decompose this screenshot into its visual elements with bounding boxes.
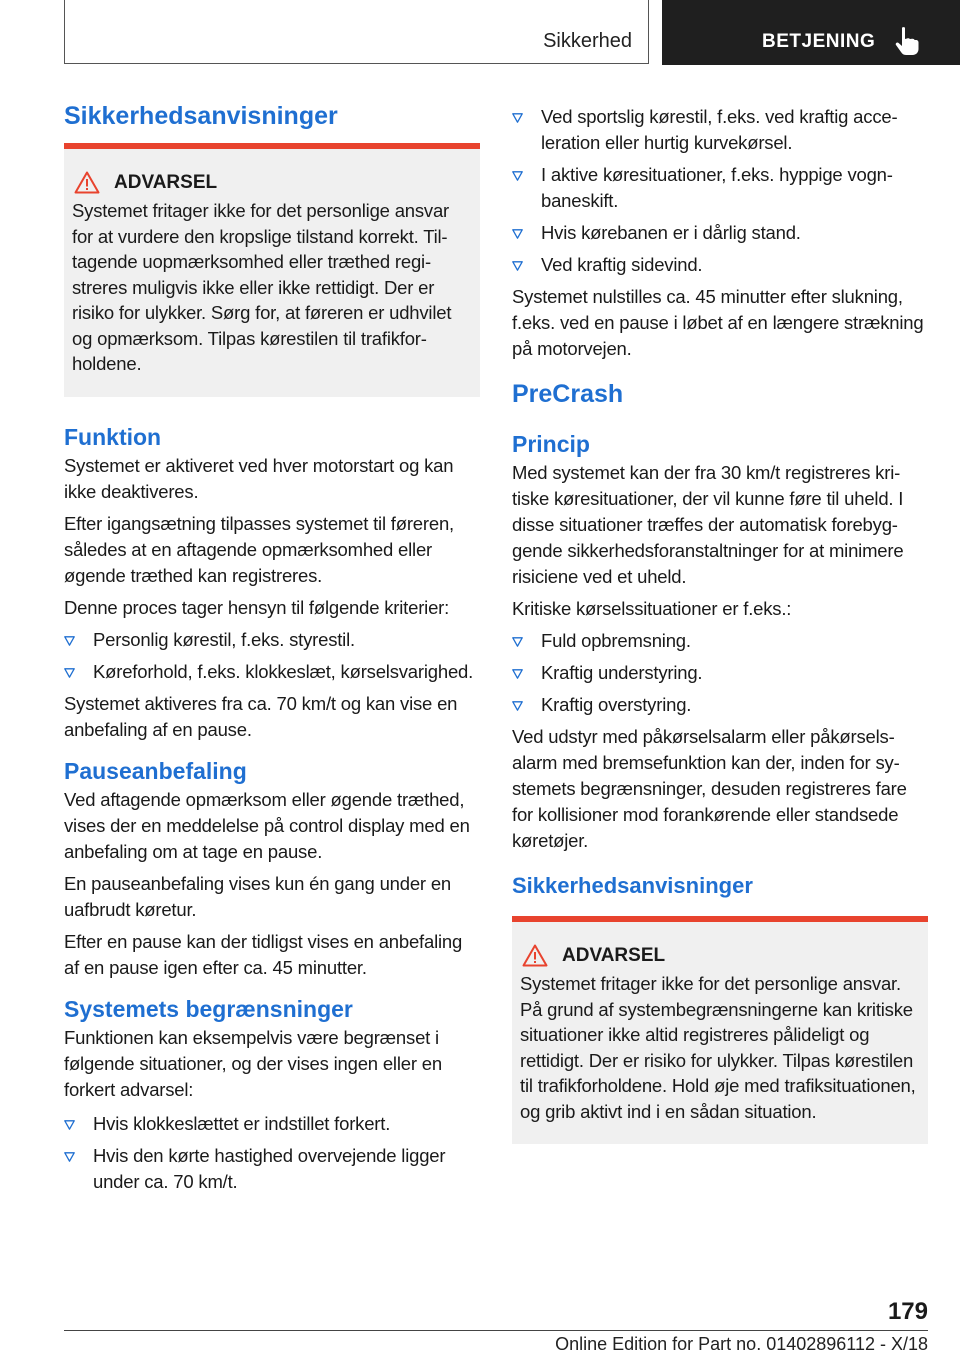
paragraph: Ved aftagende opmærksom eller øgende træthed, vises der en meddelelse på control display med en anbefaling om at tage en pause. [64,788,470,862]
list-item: Hvis klokkeslættet er indstillet forkert. [64,1111,480,1137]
right-column [512,104,928,1144]
paragraph: Denne proces tager hensyn til følgende kriterier: [64,596,450,618]
heading-funktion: Funktion [64,423,162,450]
triangle-bullet-icon [512,113,523,123]
header-section-box [64,0,649,64]
page-header [64,0,960,65]
list-item: Ved sportslig kørestil, f.eks. ved kraftig acceleration eller hurtig kurvekørsel. [512,104,928,156]
footer-divider [64,1330,928,1331]
heading-precrash: PreCrash [512,380,624,408]
paragraph: Efter en pause kan der tidligst vises en anbefaling af en pause igen efter ca. 45 minutter. [64,930,463,978]
list-item: Køreforhold, f.eks. klokkeslæt, kørselsvarighed. [64,659,480,685]
edition-note: Online Edition for Part no. 01402896112 - X/18 [555,1334,928,1354]
triangle-bullet-icon [64,1152,75,1162]
triangle-bullet-icon [512,701,523,711]
heading-princip: Princip [512,431,590,457]
list-item: Ved kraftig sidevind. [512,252,928,278]
heading-safety-instructions: Sikkerhedsanvisninger [64,102,338,130]
warning-box [64,143,480,397]
paragraph: Ved udstyr med påkørselsalarm eller påkørselsalarm med bremsefunktion kan der, inden for systemets begrænsninger, desuden registreres fare for kollisioner mod forankørende eller standsede køretøjer. [512,726,907,851]
list-item: Hvis den kørte hastighed overvejende ligger under ca. 70 km/t. [64,1143,480,1195]
warning-triangle-icon [522,944,548,967]
header-chapter-label: BETJENING [762,31,876,52]
paragraph: Med systemet kan der fra 30 km/t registreres kritiske køresituationer, der vil kunne føre til uheld. I disse situationer træffes der automatisk forebyggende sikkerhedsforanstaltninger for at minimere risiciene ved et uheld. [512,462,904,587]
list-item: Hvis kørebanen er i dårlig stand. [512,220,928,246]
warning-label: ADVARSEL [562,944,666,966]
list-item: Personlig kørestil, f.eks. styrestil. [64,627,480,653]
paragraph: Funktionen kan eksempelvis være begrænset i følgende situationer, og der vises ingen eller en forkert advarsel: [64,1026,442,1100]
warning-triangle-icon [74,171,100,194]
triangle-bullet-icon [512,637,523,647]
triangle-bullet-icon [64,668,75,678]
triangle-bullet-icon [512,229,523,239]
warning-box [512,916,928,1144]
left-column [64,98,480,1201]
warning-text: Systemet fritager ikke for det personlige ansvar for at vurdere den kropslige tilstand korrekt. Tiltagende uopmærksomhed eller træthed registreres muligvis ikke eller ikke rettidigt. Der er risiko for ulykker. Sørg for, at føreren er udhvilet og opmærksom. Tilpas kørestilen til trafikforholdene. [72,200,452,374]
paragraph: Systemet aktiveres fra ca. 70 km/t og kan vise en anbefaling af en pause. [64,692,458,740]
paragraph: Systemet er aktiveret ved hver motorstart og kan ikke deaktiveres. [64,454,454,502]
list-item: Kraftig understyring. [512,660,928,686]
heading-system-limits: Systemets begrænsninger [64,995,353,1022]
triangle-bullet-icon [64,1120,75,1130]
warning-text: Systemet fritager ikke for det personlige ansvar. På grund af systembegrænsningerne kan kritiske situationer ikke altid registreres pålideligt og rettidigt. Der er risiko for ulykker. Tilpas kørestilen til trafikforholdene. Hold øje med trafiksituationen, og grib aktivt ind i en sådan situation. [520,973,916,1122]
triangle-bullet-icon [64,636,75,646]
limits-list [64,1111,480,1195]
paragraph: Systemet nulstilles ca. 45 minutter efter slukning, f.eks. ved en pause i løbet af en længere strækning på motorvejen. [512,286,924,359]
paragraph: Efter igangsætning tilpasses systemet til føreren, således at en aftagende opmærksomhed eller øgende træthed kan registreres. [64,512,454,586]
paragraph: Kritiske kørselssituationer er f.eks.: [512,598,792,619]
limits-list-continued [512,104,928,278]
heading-safety-instructions: Sikkerhedsanvisninger [512,873,753,898]
triangle-bullet-icon [512,171,523,181]
page-number: 179 [887,1298,928,1325]
warning-title [520,944,920,967]
triangle-bullet-icon [512,261,523,271]
pointing-hand-icon [894,26,920,56]
critical-situations-list [512,628,928,718]
criteria-list [64,627,480,685]
list-item: Fuld opbremsning. [512,628,928,654]
list-item: I aktive køresituationer, f.eks. hyppige vognbaneskift. [512,162,928,214]
heading-pause-recommendation: Pauseanbefaling [64,757,247,784]
warning-label: ADVARSEL [114,171,218,193]
header-chapter-tab [662,0,960,65]
paragraph: En pauseanbefaling vises kun én gang under en uafbrudt køretur. [64,872,451,920]
header-section-title: Sikkerhed [543,30,632,52]
list-item: Kraftig overstyring. [512,692,928,718]
triangle-bullet-icon [512,669,523,679]
warning-title [72,171,472,194]
